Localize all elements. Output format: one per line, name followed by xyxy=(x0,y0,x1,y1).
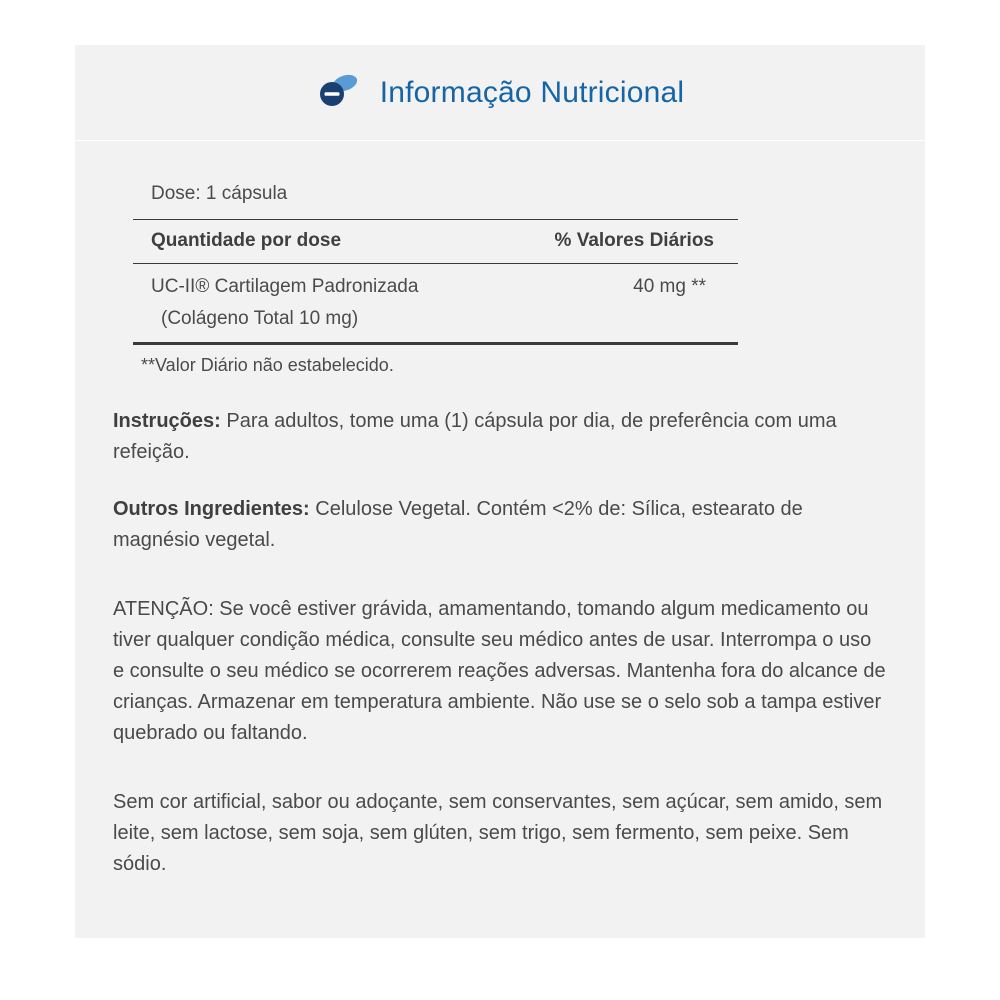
other-ingredients-paragraph xyxy=(113,494,887,556)
table-row xyxy=(133,264,738,300)
ingredient-amount: 40 mg ** xyxy=(633,276,706,297)
panel-body xyxy=(75,141,925,938)
capsule-pill-icon xyxy=(316,70,362,115)
supplement-facts-panel xyxy=(75,45,925,938)
column-header-daily-value: % Valores Diários xyxy=(554,230,714,251)
free-from-paragraph: Sem cor artificial, sabor ou adoçante, sem conservantes, sem açúcar, sem amido, sem leite, sem lactose, sem soja, sem glúten, sem trigo, sem fermento, sem peixe. Sem sódio. xyxy=(113,791,883,875)
column-header-amount: Quantidade por dose xyxy=(151,230,342,251)
panel-header xyxy=(75,45,925,141)
nutrition-facts-table xyxy=(133,183,738,376)
directions-label: Instruções: xyxy=(113,410,221,432)
ingredient-subtext: (Colágeno Total 10 mg) xyxy=(161,308,359,329)
serving-size: Dose: 1 cápsula xyxy=(151,183,288,204)
page-title: Informação Nutricional xyxy=(379,75,685,109)
other-ingredients-text: Celulose Vegetal. Contém <2% de: Sílica, estearato de magnésio vegetal. xyxy=(113,498,803,551)
directions-paragraph xyxy=(113,406,887,468)
ingredient-name: UC-II® Cartilagem Padronizada xyxy=(151,276,419,297)
directions-text: Para adultos, tome uma (1) cápsula por dia, de preferência com uma refeição. xyxy=(113,410,837,463)
other-ingredients-label: Outros Ingredientes: xyxy=(113,498,310,520)
warning-paragraph: ATENÇÃO: Se você estiver grávida, amamentando, tomando algum medicamento ou tiver qualquer condição médica, consulte seu médico antes de usar. Interrompa o uso e consulte o seu médico se ocorrerem reações adversas. Mantenha fora do alcance de crianças. Armazenar em temperatura ambiente. Não use se o selo sob a tampa estiver quebrado ou faltando. xyxy=(113,598,886,744)
table-header-row xyxy=(133,220,738,263)
daily-value-footnote: **Valor Diário não estabelecido. xyxy=(141,355,394,375)
